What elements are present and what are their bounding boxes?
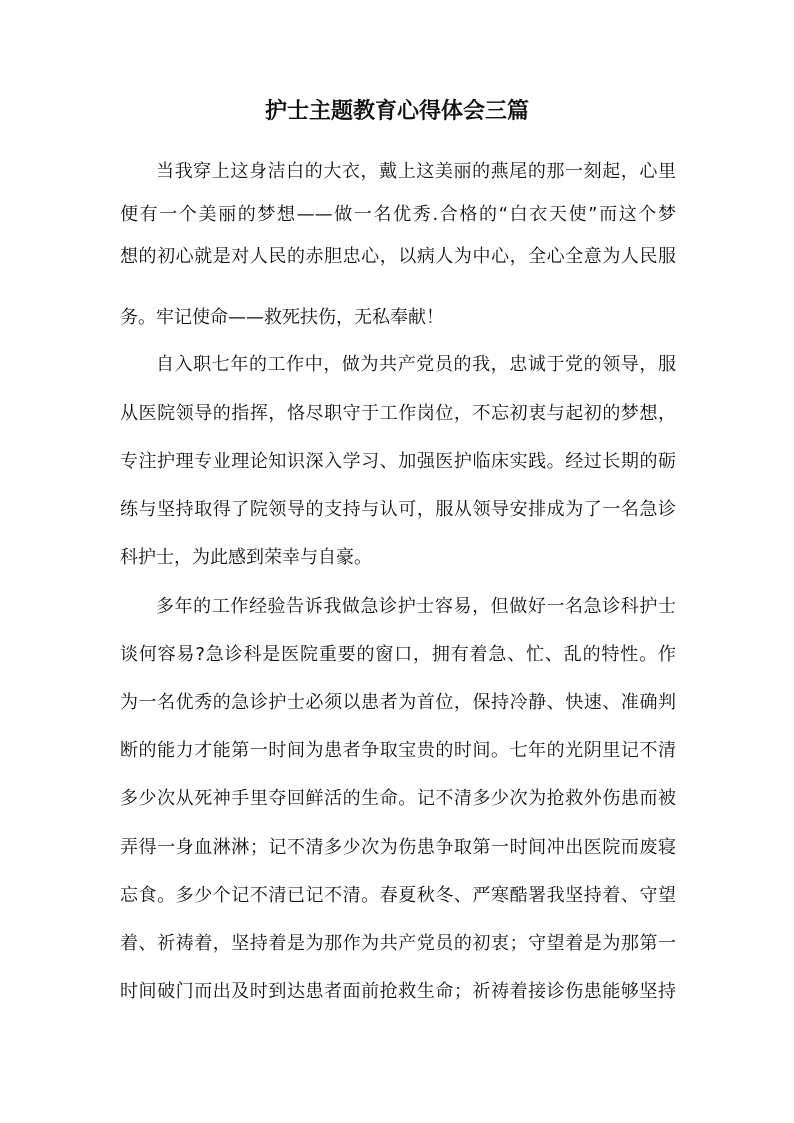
paragraph-3-line-6: 弄得一身血淋淋；记不清多少次为伤患争取第一时间冲出医院而废寝 [120, 837, 676, 858]
paragraph-3-line-2: 谈何容易?急诊科是医院重要的窗口，拥有着急、忙、乱的特性。作 [120, 644, 676, 665]
paragraph-3-line-4: 断的能力才能第一时间为患者争取宝贵的时间。七年的光阴里记不清 [120, 740, 676, 761]
paragraph-1-line-2: 便有一个美丽的梦想——做一名优秀.合格的“白衣天使”而这个梦 [120, 204, 676, 225]
paragraph-2-line-3: 专注护理专业理论知识深入学习、加强医护临床实践。经过长期的砺 [120, 451, 676, 472]
paragraph-2-line-4: 练与坚持取得了院领导的支持与认可，服从领导安排成为了一名急诊 [120, 499, 676, 520]
paragraph-2-line-5: 科护士，为此感到荣幸与自豪。 [120, 547, 372, 568]
paragraph-3-line-9: 时间破门而出及时到达患者面前抢救生命；祈祷着接诊伤患能够坚持 [120, 981, 676, 1002]
paragraph-1-line-1: 当我穿上这身洁白的大衣，戴上这美丽的燕尾的那一刻起，心里 [156, 161, 676, 182]
paragraph-3-line-3: 为一名优秀的急诊护士必须以患者为首位，保持冷静、快速、准确判 [120, 692, 676, 713]
paragraph-3-line-5: 多少次从死神手里夺回鲜活的生命。记不清多少次为抢救外伤患而被 [120, 788, 676, 809]
document-title: 护士主题教育心得体会三篇 [264, 98, 529, 124]
paragraph-2-line-1: 自入职七年的工作中，做为共产党员的我，忠诚于党的领导，服 [156, 354, 676, 375]
paragraph-1-line-4: 务。牢记使命——救死扶伤，无私奉献！ [120, 307, 444, 328]
paragraph-1-line-3: 想的初心就是对人民的赤胆忠心，以病人为中心，全心全意为人民服 [120, 246, 676, 267]
paragraph-3-line-7: 忘食。多少个记不清已记不清。春夏秋冬、严寒酷署我坚持着、守望 [120, 885, 676, 906]
paragraph-3-line-1: 多年的工作经验告诉我做急诊护士容易，但做好一名急诊科护士 [156, 596, 676, 617]
paragraph-2-line-2: 从医院领导的指挥，恪尽职守于工作岗位，不忘初衷与起初的梦想， [120, 403, 676, 424]
paragraph-3-line-8: 着、祈祷着，坚持着是为那作为共产党员的初衷；守望着是为那第一 [120, 933, 676, 954]
